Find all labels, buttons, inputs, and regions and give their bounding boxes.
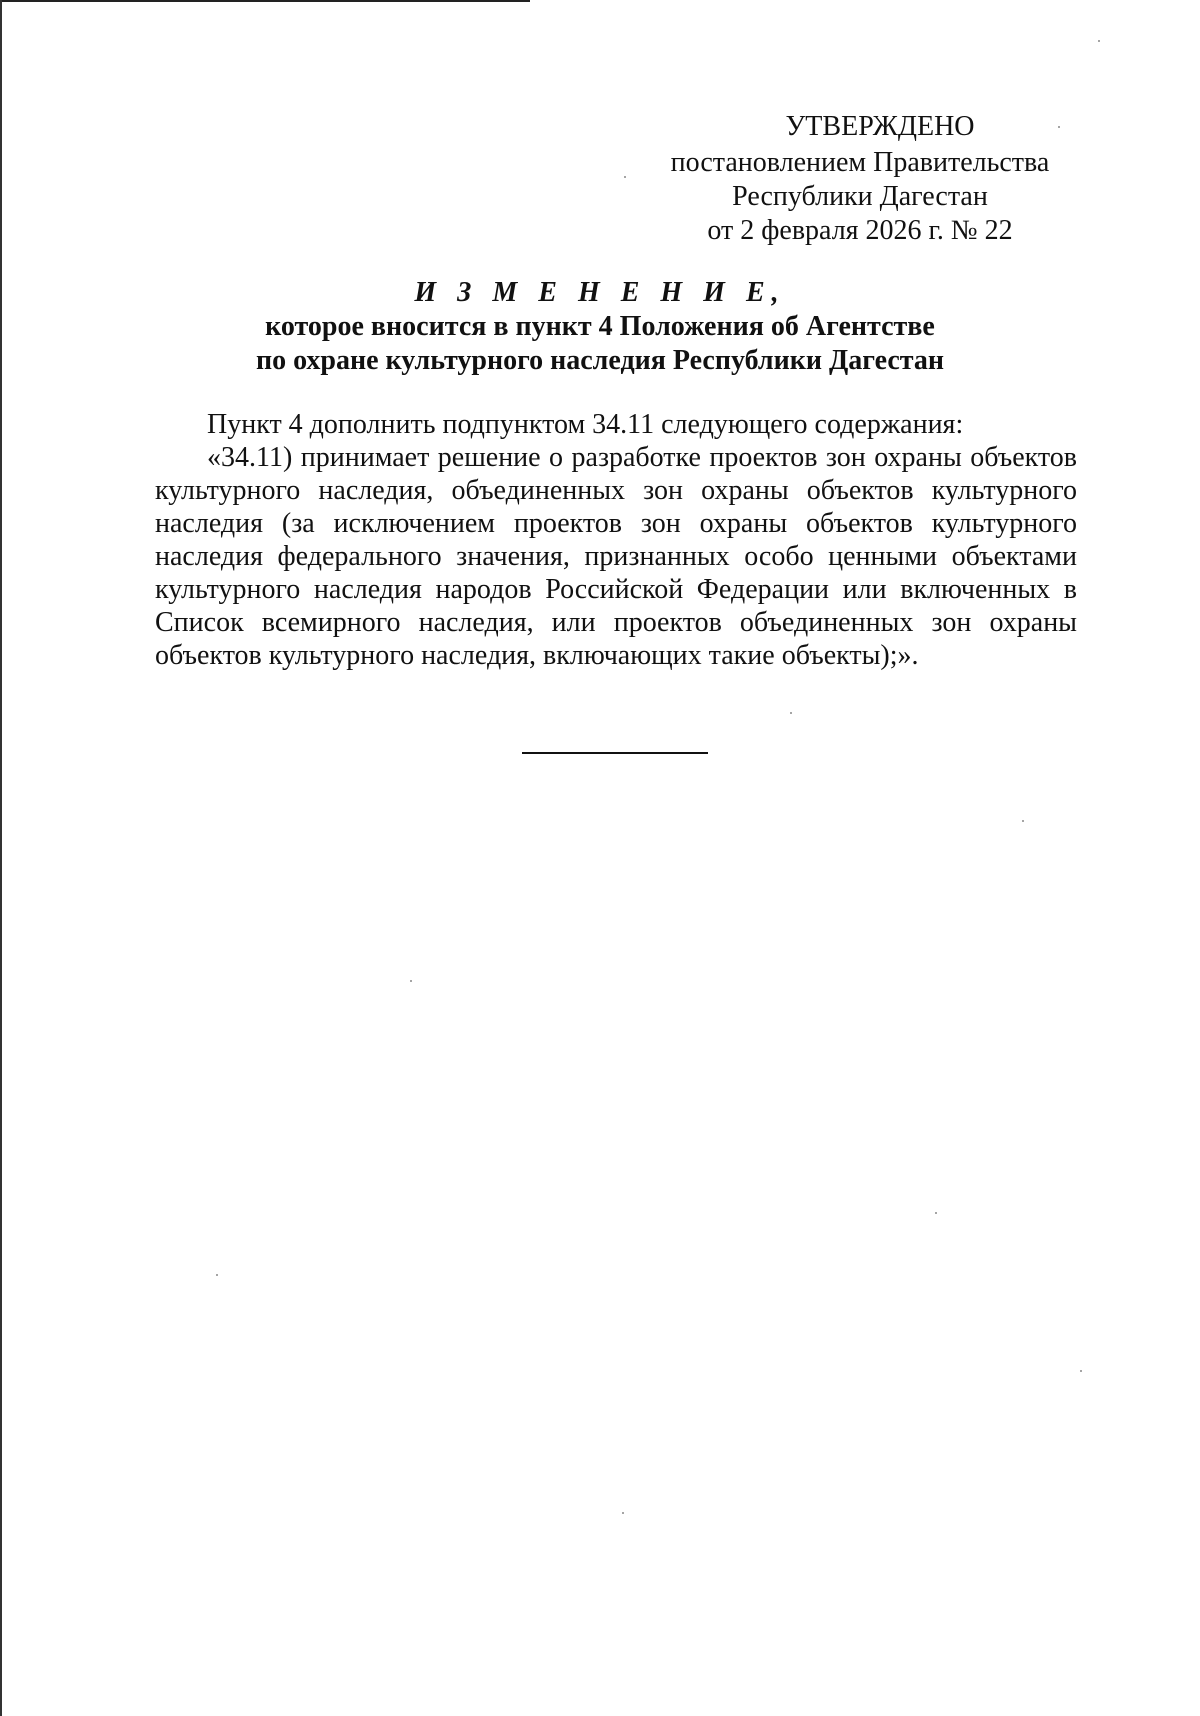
body-paragraph-2: «34.11) принимает решение о разработке проектов зон охраны объектов культурного наследия, объединенных зон охраны объектов культурного наследия (за исключением проектов зон охраны объектов культурного наследия федерального значения, признанных особо ценными объектами культурного наследия народов Российской Федерации или включенных в Список всемирного наследия, или проектов объединенных зон охраны объектов культурного наследия, включающих такие объекты);». — [155, 442, 1077, 671]
approval-title: УТВЕРЖДЕНО — [785, 111, 975, 142]
scan-speck — [1080, 1370, 1082, 1372]
body-paragraph-1: Пункт 4 дополнить подпунктом 34.11 следующего содержания: — [207, 409, 964, 440]
scan-speck — [1022, 820, 1024, 822]
scan-speck — [216, 1274, 218, 1276]
approval-block — [650, 110, 1070, 248]
scan-speck — [410, 980, 412, 982]
document-subtitle-line-2: по охране культурного наследия Республики Дагестан — [255, 345, 945, 376]
closing-rule — [522, 752, 708, 754]
document-heading — [150, 276, 1050, 378]
scan-speck — [790, 712, 792, 714]
document-body — [155, 408, 1077, 672]
scan-speck — [1058, 126, 1060, 128]
scan-speck — [1098, 40, 1100, 42]
document-subtitle-line-1: которое вносится в пункт 4 Положения об Агентстве — [265, 311, 935, 342]
approval-line-1: постановлением Правительства — [670, 147, 1050, 178]
scan-speck — [935, 1212, 937, 1214]
approval-line-2: Республики Дагестан — [732, 181, 988, 212]
scan-edge-top — [0, 0, 530, 2]
scan-speck — [622, 1512, 624, 1514]
document-title: И З М Е Н Е Н И Е, — [414, 277, 786, 308]
approval-line-3: от 2 февраля 2026 г. № 22 — [707, 215, 1013, 246]
scan-edge-left — [0, 0, 2, 1716]
scan-speck — [624, 176, 626, 178]
